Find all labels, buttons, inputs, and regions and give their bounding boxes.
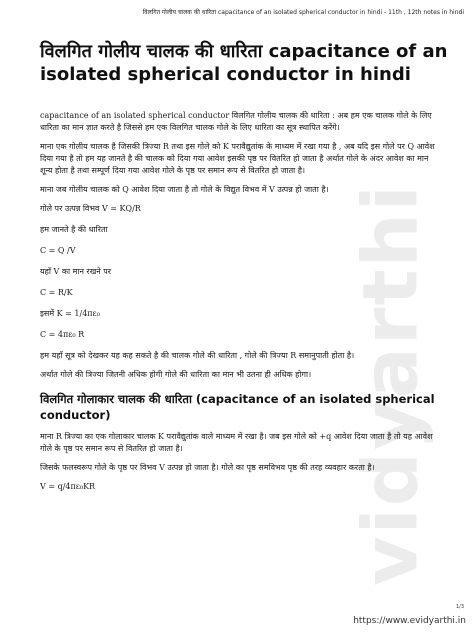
paragraph: माना एक गोलीय चालक है जिसकी त्रिज्या R तथा इस गोले को K परावैद्युतांक के माध्यम में रखा गया है , अब यदि इस गोले पर Q आवेश दिया गया है तो हम यह जानते है की चालक को दिया गया आवेश इसकी पृष्ठ पर वितरित हो जाता है अर्थात गोले के अंदर आवेश का मान शून्य होता है तथा सम्पूर्ण दिया गया आवेश गोले के पृष्ठ पर समान रूप से वितरित हो जाता है। [40,142,435,175]
paragraph: अर्थात गोले की त्रिज्या जितनी अधिक होगी गोले की धारिता का मान भी उतना ही अधिक होगा। [40,370,312,379]
formula-line: C = 4πε₀ R [40,330,85,339]
formula-line: C = R/K [40,288,73,297]
paragraph: जिसके फलस्वरूप गोले के पृष्ठ पर विभव V उत्पन्न हो जाता है। गोले का पृष्ठ समविभव पृष्ठ की तरह व्यवहार करता है। [40,463,375,472]
page-title: विलगित गोलीय चालक की धारिता capacitance of an isolated spherical conductor in hindi [40,41,448,85]
paragraph: capacitance of an isolated spherical conductor विलगित गोलीय चालक की धारिता : अब हम एक चालक गोले के लिए धारिता का मान ज्ञात करते है जिससे हम एक विलगित चालक गोले के लिए धारिता का सूत्र स्थापित करेंगे। [40,111,432,132]
paragraph: यहाँ V का मान रखने पर [40,267,112,276]
paragraph: हम यहाँ सूत्र को देखकर यह कह सकते है की चालक गोले की धारिता , गोले की त्रिज्या R समानुपाती होता है। [40,351,355,360]
formula-line: V = q/4πε₀KR [40,482,96,491]
page-number: 1/3 [455,604,464,610]
document-header: विलगित गोलीय चालक की धारिता capacitance of an isolated spherical conductor in hindi - 11th , 12th notes in hindi [142,9,464,16]
paragraph: हम जानते है की धारिता [40,225,108,234]
watermark-text: vidyarthi [345,183,435,586]
document-body [40,110,440,500]
footer-link[interactable]: https://www.evidyarthi.in [353,616,466,626]
formula-line: इसमें K = 1/4πε₀ [40,309,100,318]
paragraph: माना जब गोलीय चालक को Q आवेश दिया जाता है तो गोले के विद्युत विभव में V उत्पन्न हो जाता है। [40,185,329,194]
formula-line: गोले पर उत्पन्न विभव V = KQ/R [40,204,141,213]
formula-line: C = Q /V [40,246,76,255]
section-heading: विलगित गोलाकार चालक की धारिता (capacitance of an isolated spherical conductor) [40,392,435,422]
paragraph: माना R त्रिज्या का एक गोलाकार चालक K परावैद्युतांक वाले माध्यम में रखा है। जब इस गोले को +q आवेश दिया जाता है तो यह आवेश गोले के पृष्ठ पर समान रूप से वितरित हो जाता है। [40,432,433,453]
